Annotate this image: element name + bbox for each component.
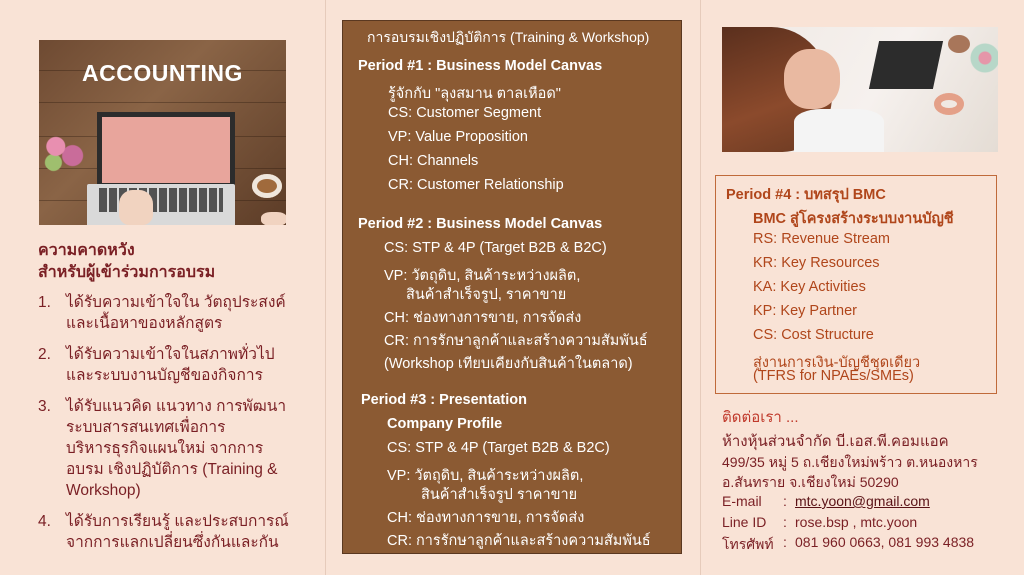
period-4-item: (TFRS for NPAEs/SMEs) — [753, 368, 914, 384]
period-1-item: CH: Channels — [388, 153, 479, 169]
expectations-title: ความคาดหวัง สำหรับผู้เข้าร่วมการอบรม — [38, 242, 216, 281]
period-4-item: RS: Revenue Stream — [753, 231, 891, 247]
period-3-subtitle: Company Profile — [387, 416, 503, 432]
period-2-item: สินค้าสำเร็จรูป, ราคาขาย — [406, 287, 567, 303]
face — [784, 49, 840, 109]
laptop-icon — [97, 112, 235, 186]
flower-icon — [970, 43, 998, 73]
woman-working-photo — [722, 27, 998, 152]
period-1-item: CS: Customer Segment — [388, 105, 542, 121]
period-3-item: VP: วัตถุดิบ, สินค้าระหว่างผลิต, — [387, 468, 584, 484]
period-2-title: Period #2 : Business Model Canvas — [358, 216, 603, 232]
period-2-item: VP: วัตถุดิบ, สินค้าระหว่างผลิต, — [384, 268, 581, 284]
line-id-value: rose.bsp , mtc.yoon — [795, 514, 918, 530]
training-schedule-box — [342, 20, 682, 554]
list-item: 4. ได้รับการเรียนรู้ และประสบการณ์ จากการแลกเปลี่ยนซึ่งกันและกัน — [38, 513, 289, 551]
period-4-title: Period #4 : บทสรุป BMC — [726, 187, 886, 203]
list-item: 3. ได้รับแนวคิด แนวทาง การพัฒนา ระบบสารสนเทศเพื่อการ บริหารธุรกิจแผนใหม่ จากการ อบรม เชิงปฏิบัติการ (Training & Workshop) — [38, 398, 287, 499]
phone-label: โทรศัพท์ — [722, 536, 774, 552]
donut-icon — [934, 93, 964, 115]
period-4-box — [715, 175, 997, 394]
period-3-item: CH: ช่องทางการขาย, การจัดส่ง — [387, 510, 585, 526]
expectations-list — [38, 292, 318, 563]
period-2-item: CR: การรักษาลูกค้าและสร้างความสัมพันธ์ — [384, 333, 648, 349]
period-3-item: CS: STP & 4P (Target B2B & B2C) — [387, 440, 610, 456]
period-3-item: สินค้าสำเร็จรูป ราคาขาย — [421, 487, 578, 503]
address-line-1: 499/35 หมู่ 5 ถ.เชียงใหม่พร้าว ต.หนองหาร — [722, 454, 978, 470]
column-divider-left — [325, 0, 326, 575]
period-2-item: (Workshop เทียบเคียงกับสินค้าในตลาด) — [384, 356, 633, 372]
laptop-icon — [869, 41, 943, 89]
hand — [261, 212, 286, 225]
phone-value: 081 960 0663, 081 993 4838 — [795, 534, 975, 550]
column-divider-right — [700, 0, 701, 575]
period-1-item: CR: Customer Relationship — [388, 177, 564, 193]
period-4-item: KR: Key Resources — [753, 255, 880, 271]
list-item: 1. ได้รับความเข้าใจใน วัตถุประสงค์ และเนื้อหาของหลักสูตร — [38, 294, 286, 332]
coffee-cup-icon — [252, 174, 282, 198]
schedule-header: การอบรมเชิงปฏิบัติการ (Training & Workshop) — [367, 29, 650, 45]
period-1-item: รู้จักกับ "ลุงสมาน ตาลเหือด" — [388, 86, 561, 102]
period-1-title: Period #1 : Business Model Canvas — [358, 58, 603, 74]
accounting-photo — [39, 40, 286, 225]
period-1-item: VP: Value Proposition — [388, 129, 528, 145]
company-name: ห้างหุ้นส่วนจำกัด บี.เอส.พี.คอมแอค — [722, 433, 949, 450]
line-id-separator: : — [783, 514, 787, 530]
keyboard — [99, 188, 223, 212]
email-separator: : — [783, 493, 787, 509]
address-line-2: อ.สันทราย จ.เชียงใหม่ 50290 — [722, 474, 899, 490]
period-4-item: KA: Key Activities — [753, 279, 866, 295]
phone-separator: : — [783, 534, 787, 550]
period-3-title: Period #3 : Presentation — [361, 392, 527, 408]
shirt — [794, 109, 884, 152]
period-3-item: CR: การรักษาลูกค้าและสร้างความสัมพันธ์ — [387, 533, 651, 549]
period-4-item: KP: Key Partner — [753, 303, 857, 319]
period-4-item: สู่งานการเงิน-บัญชีชุดเดียว — [753, 355, 921, 371]
period-4-item: CS: Cost Structure — [753, 327, 874, 343]
hand — [119, 190, 153, 225]
photo-title: ACCOUNTING — [82, 60, 243, 86]
line-id-label: Line ID — [722, 514, 767, 530]
period-4-subtitle: BMC สู่โครงสร้างระบบงานบัญชี — [753, 211, 954, 227]
flowers-decoration — [39, 128, 87, 174]
email-link[interactable]: mtc.yoon@gmail.com — [795, 493, 930, 509]
coffee-mug-icon — [948, 35, 970, 53]
email-label: E-mail — [722, 493, 762, 509]
list-item: 2. ได้รับความเข้าใจในสภาพทั่วไป และระบบงานบัญชีของกิจการ — [38, 346, 275, 384]
period-2-item: CH: ช่องทางการขาย, การจัดส่ง — [384, 310, 582, 326]
contact-title: ติดต่อเรา ... — [722, 409, 799, 426]
period-2-item: CS: STP & 4P (Target B2B & B2C) — [384, 240, 607, 256]
